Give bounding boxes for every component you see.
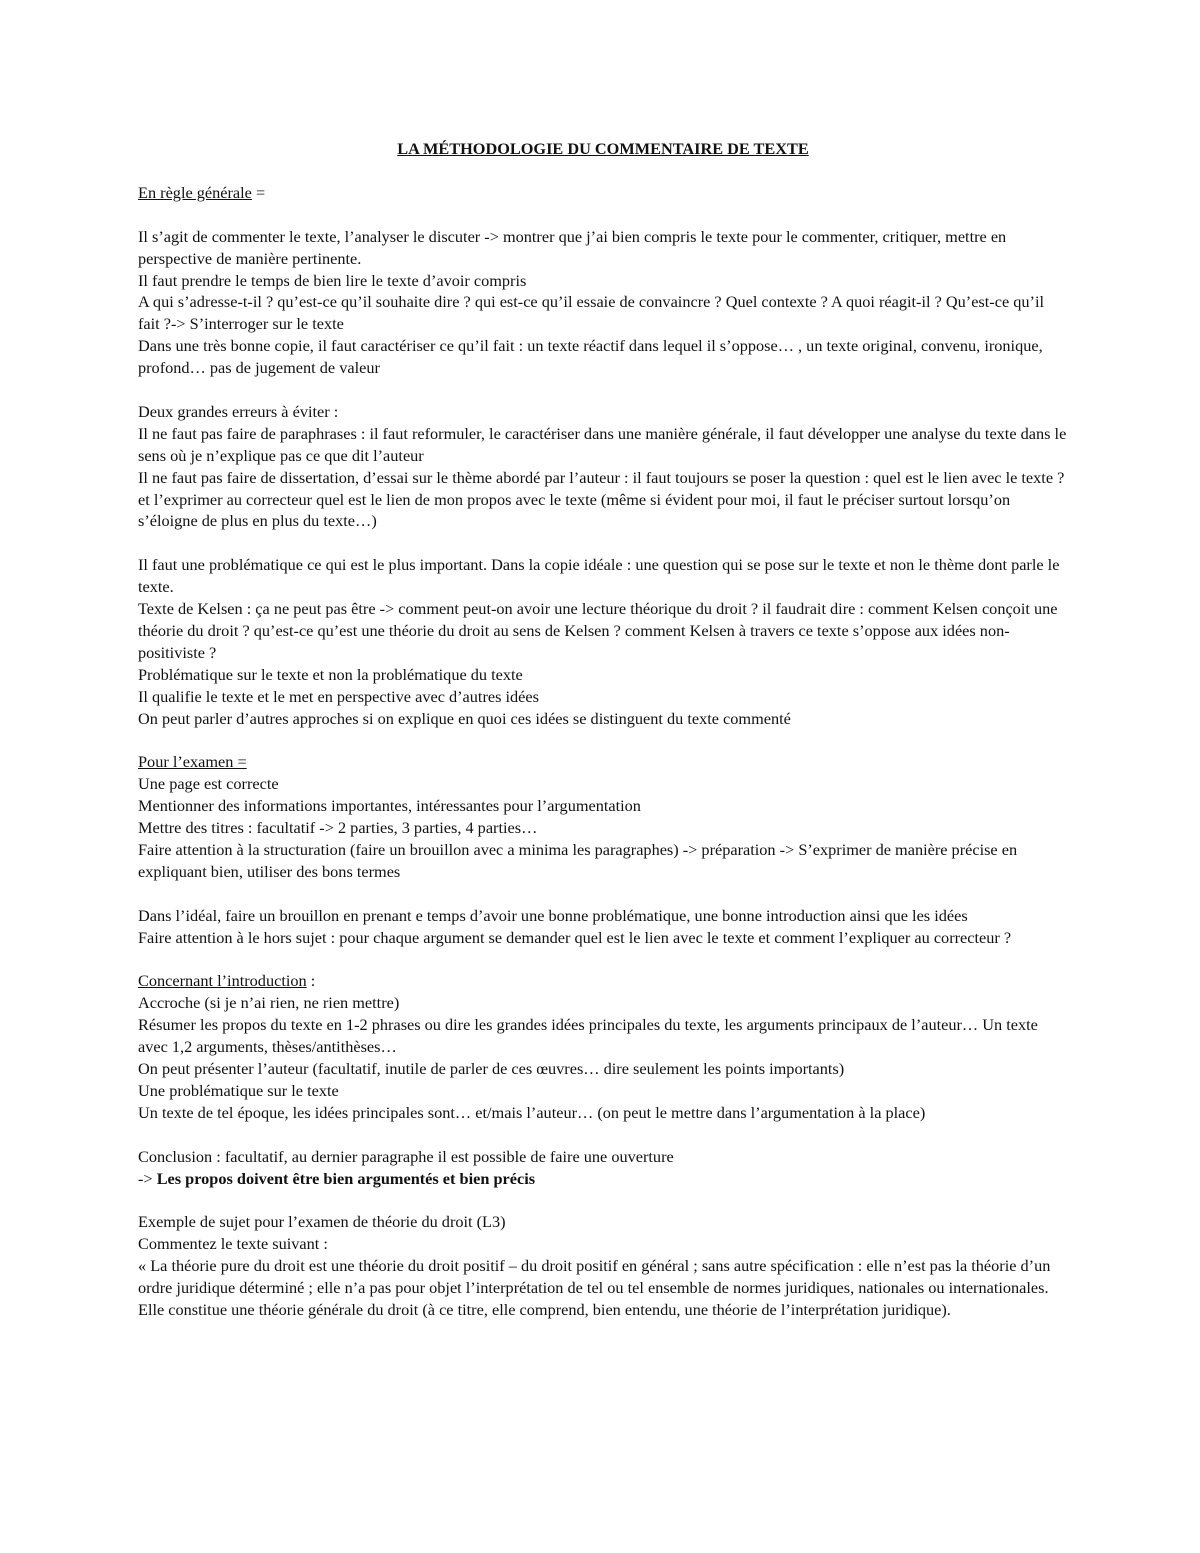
spacer <box>138 1124 1068 1146</box>
example-paragraph-1: Exemple de sujet pour l’examen de théorie du droit (L3) <box>138 1212 506 1232</box>
document-title: LA MÉTHODOLOGIE DU COMMENTAIRE DE TEXTE <box>397 139 809 158</box>
errors-paragraph-1: Il ne faut pas faire de paraphrases : il faut reformuler, le caractériser dans une manière générale, il faut développer une analyse du texte dans le sens où je n’explique pas ce que dit l’auteur <box>138 423 1067 465</box>
section-intro-heading <box>138 970 1068 992</box>
section-errors-heading: Deux grandes erreurs à éviter : <box>138 401 339 421</box>
spacer <box>138 379 1068 401</box>
problematic-paragraph-5: On peut parler d’autres approches si on explique en quoi ces idées se distinguent du texte commenté <box>138 708 791 728</box>
spacer <box>138 532 1068 554</box>
spacer <box>138 883 1068 905</box>
general-paragraph-1: Il s’agit de commenter le texte, l’analyser le discuter -> montrer que j’ai bien compris le texte pour le commenter, critiquer, mettre en perspective de manière pertinente. <box>138 226 1007 268</box>
intro-paragraph-3: On peut présenter l’auteur (facultatif, inutile de parler de ces œuvres… dire seulement les points importants) <box>138 1059 845 1079</box>
problematic-paragraph-2: Texte de Kelsen : ça ne peut pas être -> comment peut-on avoir une lecture théorique du droit ? il faudrait dire : comment Kelsen conçoit une théorie du droit ? qu’est-ce qu’est une théorie du droit au sens de Kelsen ? comment Kelsen à travers ce texte s’oppose aux idées non-positiviste ? <box>138 599 1058 662</box>
section-exam-heading: Pour l’examen = <box>138 752 247 772</box>
general-paragraph-4: Dans une très bonne copie, il faut caractériser ce qu’il fait : un texte réactif dans lequel il s’oppose… , un texte original, convenu, ironique, profond… pas de jugement de valeur <box>138 336 1043 378</box>
general-heading-suffix: = <box>251 182 266 202</box>
general-heading-text: En règle générale <box>138 182 252 202</box>
ideal-paragraph-2: Faire attention à le hors sujet : pour chaque argument se demander quel est le lien avec le texte et comment l’expliquer au correcteur ? <box>138 927 1012 947</box>
exam-paragraph-4: Faire attention à la structuration (faire un brouillon avec a minima les paragraphes) -> préparation -> S’exprimer de manière précise en expliquant bien, utiliser des bons termes <box>138 840 1018 881</box>
section-general-heading <box>138 182 1068 204</box>
problematic-paragraph-3: Problématique sur le texte et non la problématique du texte <box>138 664 523 684</box>
ideal-paragraph-1: Dans l’idéal, faire un brouillon en prenant e temps d’avoir une bonne problématique, une bonne introduction ainsi que les idées <box>138 905 968 925</box>
intro-paragraph-1: Accroche (si je n’ai rien, ne rien mettre) <box>138 993 400 1013</box>
intro-paragraph-4: Une problématique sur le texte <box>138 1080 339 1100</box>
conclusion-arrow: -> <box>138 1168 157 1188</box>
exam-paragraph-2: Mentionner des informations importantes, intéressantes pour l’argumentation <box>138 796 641 816</box>
exam-paragraph-1: Une page est correcte <box>138 774 279 794</box>
general-paragraph-2: Il faut prendre le temps de bien lire le texte d’avoir compris <box>138 270 527 290</box>
intro-heading-text: Concernant l’introduction <box>138 971 307 991</box>
errors-paragraph-2: Il ne faut pas faire de dissertation, d’essai sur le thème abordé par l’auteur : il faut toujours se poser la question : quel est le lien avec le texte ? et l’exprimer au correcteur quel est le lien de mon propos avec le texte (même si évident pour moi, il faut le préciser surtout lorsqu’on s’éloigne de plus en plus du texte…) <box>138 467 1065 531</box>
example-quote: « La théorie pure du droit est une théorie du droit positif – du droit positif en général ; sans autre spécification : elle n’est pas la théorie d’un ordre juridique déterminé ; elle n’a pas pour objet l’interprétation de tel ou tel ensemble de normes juridiques, nationales ou internationales. Elle constitue une théorie générale du droit (à ce titre, elle comprend, bien entendu, une théorie de l’interprétation juridique). <box>138 1256 1051 1319</box>
spacer <box>138 1189 1068 1211</box>
intro-heading-suffix: : <box>306 971 316 991</box>
example-paragraph-2: Commentez le texte suivant : <box>138 1234 328 1254</box>
document-page <box>138 138 1068 1321</box>
intro-paragraph-5: Un texte de tel époque, les idées principales sont… et/mais l’auteur… (on peut le mettre dans l’argumentation à la place) <box>138 1102 926 1122</box>
problematic-paragraph-1: Il faut une problématique ce qui est le plus important. Dans la copie idéale : une question qui se pose sur le texte et non le thème dont parle le texte. <box>138 555 1060 597</box>
intro-paragraph-2: Résumer les propos du texte en 1-2 phrases ou dire les grandes idées principales du texte, les arguments principaux de l’auteur… Un texte avec 1,2 arguments, thèses/antithèses… <box>138 1015 1038 1057</box>
conclusion-paragraph: Conclusion : facultatif, au dernier paragraphe il est possible de faire une ouverture <box>138 1146 674 1166</box>
exam-paragraph-3: Mettre des titres : facultatif -> 2 parties, 3 parties, 4 parties… <box>138 818 538 838</box>
general-paragraph-3: A qui s’adresse-t-il ? qu’est-ce qu’il souhaite dire ? qui est-ce qu’il essaie de convaincre ? Quel contexte ? A quoi réagit-il ? Qu’est-ce qu’il fait ?-> S’interroger sur le texte <box>138 292 1044 334</box>
spacer <box>138 204 1068 226</box>
spacer <box>138 730 1068 752</box>
conclusion-bold-text: Les propos doivent être bien argumentés et bien précis <box>156 1168 536 1188</box>
problematic-paragraph-4: Il qualifie le texte et le met en perspective avec d’autres idées <box>138 686 539 706</box>
spacer <box>138 949 1068 971</box>
conclusion-emphasis <box>138 1168 1068 1190</box>
